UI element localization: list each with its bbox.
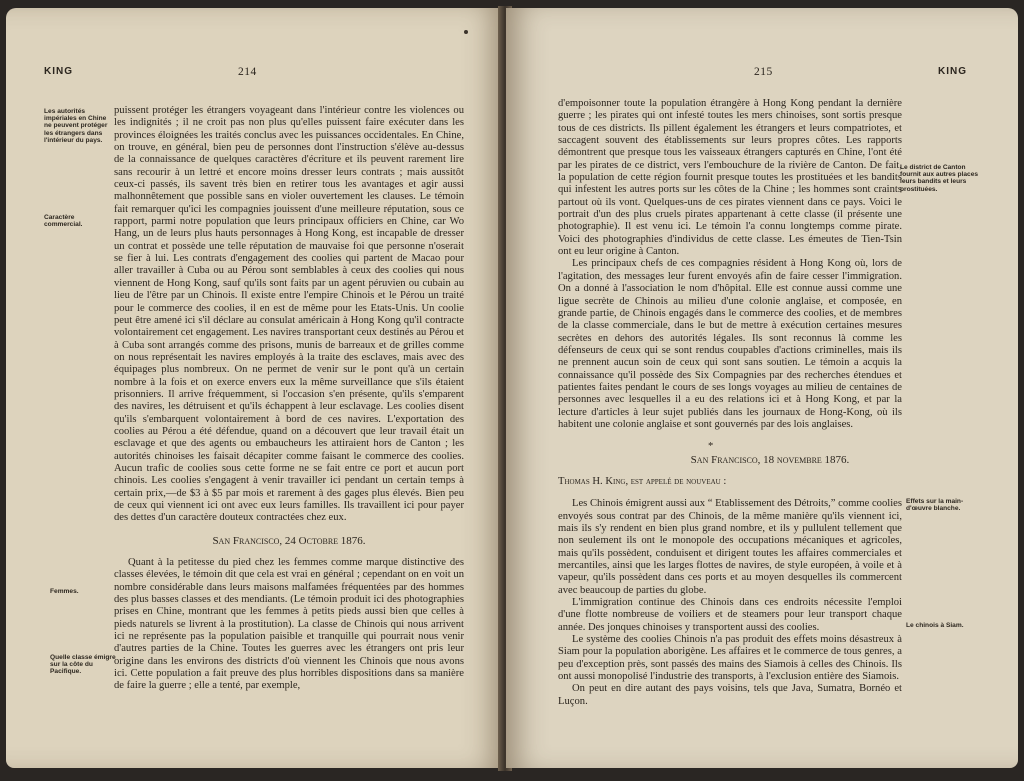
right-paragraph-1: d'empoisonner toute la population étrangère à Hong Kong pendant la dernière guerre ; les pirates qui ont infesté toutes les mers chinoises, sont sortis presque tous de ces districts. Ils pillent également les étrangers et leurs compatriotes, et saccagent souvent des établissements sur leurs propres côtes. Les rapports démontrent que presque tous les vaisseaux étrangers capturés en Chine, l'ont été par les pirates de ce district, vers l'embouchure de la rivière de Canton. De fait, la population de cette région fournit presque toutes les prostituées et les bandits qui infestent les autres ports sur les côtes de la Chine ; les hommes sont craints partout où ils vont. Quelques-uns de ces pirates viennent dans ce pays. Voici le portrait d'un des plus cruels pirates appartenant à cette classe (il présente une photographie). Il est venu ici. Le témoin l'a connu longtemps comme pirate. Voici des photographies d'individus de cette classe. Les émeutes de Tien-Tsin ont eu leur origine à Canton. [558,98,902,258]
left-margin-note-4: Quelle classe émigre sur la côte du Pacifique. [50,654,116,676]
left-page [6,8,504,768]
left-page-number: 214 [238,66,257,78]
left-body-text [114,105,464,693]
left-paragraph: puissent protéger les étrangers voyageant dans l'intérieur contre les violences ou les indignités ; il ne croit pas non plus qu'elles puissent faire exécuter dans les provinces éloignées les traités conclus avec les puissances occidentales. En Chine, on trouve, en général, bien peu de personnes dont l'instruction s'élève au-dessus de la connaissance de quelques caractères d'écriture et ils peuvent rarement lire sans recourir à un lettré et encore moins dresser leurs contrats ; mais aussitôt ceux-ci passés, ils savent très bien en retirer tous les avantages et agir aussi malhonnêtement que possible sans en violer ouvertement les clauses. Le témoin fait remarquer qu'ici les compagnies jouissent d'une meilleure réputation, sous ce rapport, parmi notre population que leurs principaux officiers en Chine, car Wo Hang, un de leurs plus hauts personnages à Hong Kong, est incapable de dresser un contrat et possède une telle réputation de mauvaise foi que personne n'oserait se fier à lui. Les contrats d'engagement des coolies qui partent de Macao pour aller travailler à Cuba ou au Pérou sont semblables à ceux des coolies qui nous viennent de Hong Kong, sauf qu'ils sont faits par un agent péruvien ou cubain au lieu de l'être par un Chinois. Il existe entre l'empire Chinois et le Pérou un traité pour le commerce des coolies, il en est de même pour les Etats-Unis. Un coolie peut être amené ici s'il déclare au consulat américain à Hong Kong qu'il contracte volontairement cet engagement. Les navires transportant ceux destinés au Pérou et à Cuba sont arrangés comme des prisons, munis de barreaux et de grilles comme on nous représentait les navires employés à la traite des esclaves, mais avec des équipages plus nombreux. On ne permet de venir sur le pont qu'à un certain nombre à la fois et on exerce envers eux la même surveillance que s'ils étaient prisonniers. Il arrive fréquemment, si l'occasion s'en présente, qu'ils s'emparent des navires, les détruisent et qu'ils échappent à leur esclavage. Les coolies disent qu'ils s'embarquent volontairement à bord de ces navires. L'exportation des coolies au Pérou a été défendue, quand on a découvert que leur travail était un esclavage et que des agents ou embaucheurs les attiraient hors de Canton ; les autorités chinoises les faisait décapiter comme faisant le commerce des coolies. Aucun trafic de coolies sous cette forme ne se fait entre ce port et aucun port chinois. Les coolies s'engagent à venir travailler ici pendant un certain temps à certain prix,—de $3 à $5 par mois et rarement à des gages plus élevés. Bien peu de ceux qui viennent ici ont avec eux leurs familles. Ils travaillent ici pour payer des dettes d'un caractère douteux contractées chez eux. [114,105,464,524]
right-page-number: 215 [754,66,773,78]
right-margin-note-1: Le district de Canton fournit aux autres places leurs bandits et leurs prostituées. [900,164,979,193]
right-paragraph-4: L'immigration continue des Chinois dans ces endroits nécessite l'emploi d'une flotte nombreuse de voiliers et de steamers pour leur transport chaque année. Des jonques chinoises y transportent aussi des coolies. [558,597,902,633]
left-running-head: KING [44,66,73,77]
left-dateline: San Francisco, 24 Octobre 1876. [212,534,366,547]
left-margin-note-1: Les autorités impériales en Chine ne peuvent protéger les étrangers dans l'intérieur du pays. [44,108,108,144]
binding-mark [464,30,468,34]
right-margin-note-2: Effets sur la main-d'œuvre blanche. [906,498,964,513]
right-margin-note-3: Le chinois à Siam. [906,622,964,629]
section-separator: * [708,441,714,453]
right-body-text [558,98,902,708]
left-paragraph-2: Quant à la petitesse du pied chez les femmes comme marque distinctive des classes élevées, le témoin dit que cela est vrai en général ; cependant on en voit un nombre considérable dans leurs maisons malfamées fréquentées par des hommes des plus basses classes et des mendiants. (Le témoin produit ici des photographies prises en Chine, montrant que les femmes à petits pieds aussi bien que celles à pieds naturels se livrent à la prostitution). La classe de Chinois qui nous arrivent ici ne représente pas la population paisible et tranquille qui pourrait nous venir d'autres parties de la Chine. Toutes les guerres avec les étrangers ont pris leur origine dans les environs des districts d'où viennent les Chinois que nous avons ici. Cette population a fait preuve des plus horribles dispositions dans sa manière de faire la guerre ; elle a tenté, par exemple, [114,557,464,692]
right-running-head: KING [938,66,967,77]
left-margin-note-2: Caractère commercial. [44,214,83,229]
right-paragraph-2: Les principaux chefs de ces compagnies résident à Hong Kong où, lors de l'agitation, des messages leur furent envoyés afin de faire cesser l'immigration. On a donné à l'association le nom d'hôpital. Elle est connue aussi comme une ligue secrète de Chinois au milieu d'une colonie anglaise, et composée, en grande partie, de Chinois engagés dans le commerce des coolies, et de membres de la classe commerciale, dans le but de mettre à exécution certaines mesures secrètes en dehors des autorités légales. Ils sont reconnus là comme les défenseurs de ceux qui se sont rendus coupables d'actions criminelles, mais ils ne prennent aucun soin de ceux qui sont sans soutien. Le témoin a acquis la connaissance qu'il possède des Six Compagnies par des recherches étendues et patientes faites pendant le cours de ses longs voyages au milieu de centaines de personnes avec lesquelles il a eu des relations ici et à Hong Kong, et par la lecture d'articles à leur sujet publiés dans les journaux de Hong-Kong, où ils habitent une colonie anglaise et sont gouvernés par des lois anglaises. [558,258,902,430]
witness-line: Thomas H. King, est appelé de nouveau : [558,475,727,487]
left-margin-note-3: Femmes. [50,588,79,595]
right-paragraph-6: On peut en dire autant des pays voisins, tels que Java, Sumatra, Bornéo et Luçon. [558,683,902,707]
right-paragraph-3: Les Chinois émigrent aussi aux “ Etablissement des Détroits,” comme coolies envoyés sous contrat par des Chinois, de la même manière qu'ils viennent ici, mais ils s'y rendent en bien plus grand nombre, et ils y pullulent tellement que non seulement ils ont le monopole des occupations mécaniques et agricoles, mais qu'ils possèdent, conduisent et dirigent toutes les affaires commerciales et mercantiles, ainsi que les larges flottes de navires, de style européen, à voile et à vapeur, qu'ils possèdent dans ces ports et au moyen desquelles ils commercent avec beaucoup de parties du globe. [558,498,902,596]
right-paragraph-5: Le système des coolies Chinois n'a pas produit des effets moins désastreux à Siam pour la population aborigène. Les affaires et le commerce de tous genres, a peu d'exception près, sont passés des mains des Siamois à celles des Chinois. Ils ont aussi monopolisé l'industrie des transports, à l'exclusion entière des Siamois. [558,634,902,683]
right-page [506,8,1018,768]
right-dateline: San Francisco, 18 novembre 1876. [690,453,850,466]
